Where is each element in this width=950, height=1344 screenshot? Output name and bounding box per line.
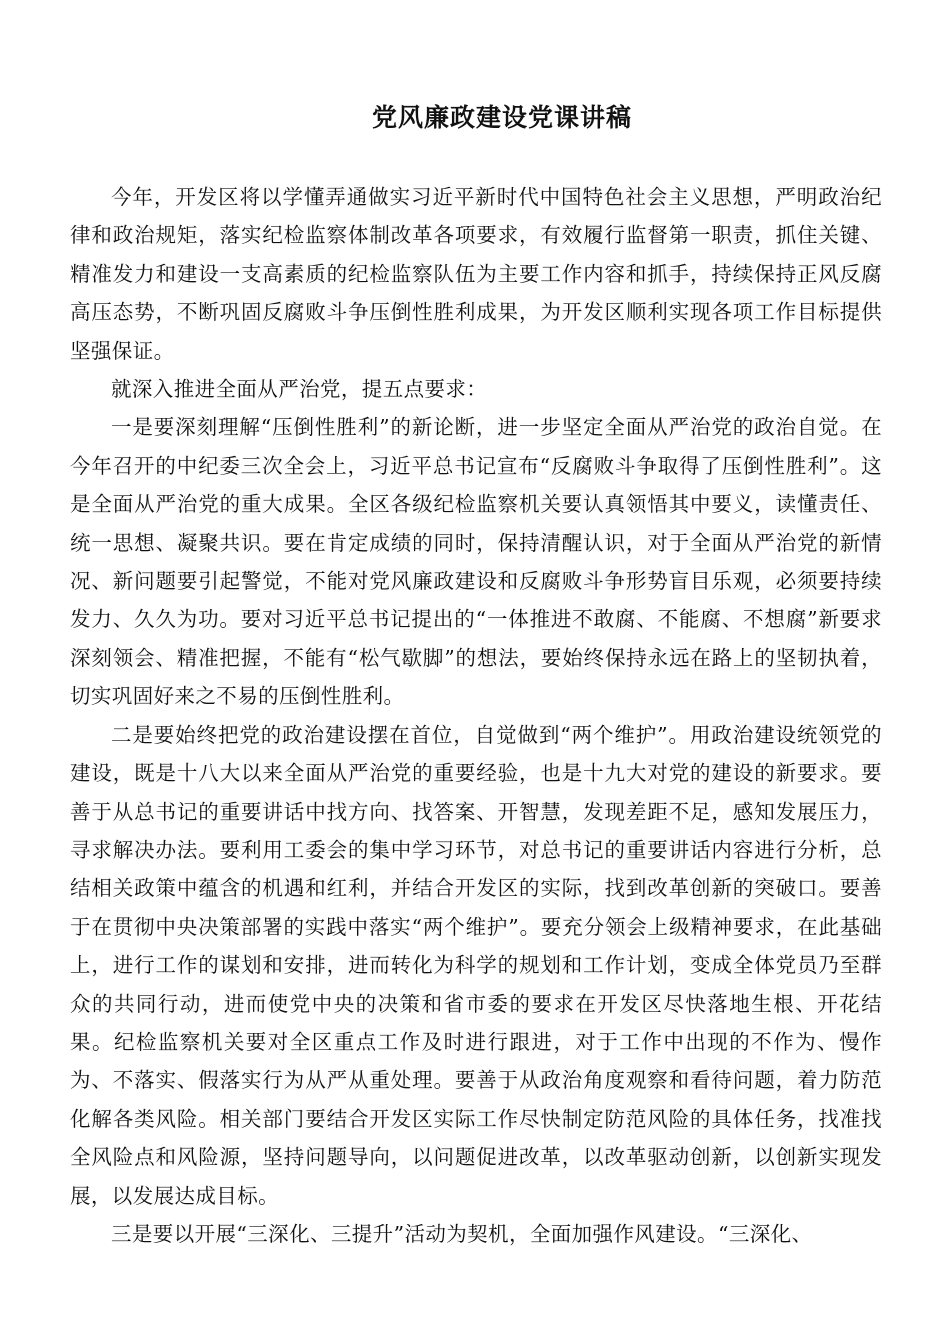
paragraph-point-two: 二是要始终把党的政治建设摆在首位，自觉做到“两个维护”。用政治建设统领党的建设，既是十八大以来全面从严治党的重要经验，也是十九大对党的建设的新要求。要善于从总书记的重要讲话中找方向、找答案、开智慧，发现差距不足，感知发展压力，寻求解决办法。要利用工委会的集中学习环节，对总书记的重要讲话内容进行分析，总结相关政策中蕴含的机遇和红利，并结合开发区的实际，找到改革创新的突破口。要善于在贯彻中央决策部署的实践中落实“两个维护”。要充分领会上级精神要求，在此基础上，进行工作的谋划和安排，进而转化为科学的规划和工作计划，变成全体党员乃至群众的共同行动，进而使党中央的决策和省市委的要求在开发区尽快落地生根、开花结果。纪检监察机关要对全区重点工作及时进行跟进，对于工作中出现的不作为、慢作为、不落实、假落实行为从严从重处理。要善于从政治角度观察和看待问题，着力防范化解各类风险。相关部门要结合开发区实际工作尽快制定防范风险的具体任务，找准找全风险点和风险源，坚持问题导向，以问题促进改革，以改革驱动创新，以创新实现发展，以发展达成目标。: [70, 722, 882, 1208]
paragraph-point-one: 一是要深刻理解“压倒性胜利”的新论断，进一步坚定全面从严治党的政治自觉。在今年召开的中纪委三次全会上，习近平总书记宣布“反腐败斗争取得了压倒性胜利”。这是全面从严治党的重大成果。全区各级纪检监察机关要认真领悟其中要义，读懂责任、统一思想、凝聚共识。要在肯定成绩的同时，保持清醒认识，对于全面从严治党的新情况、新问题要引起警觉，不能对党风廉政建设和反腐败斗争形势盲目乐观，必须要持续发力、久久为功。要对习近平总书记提出的“一体推进不敢腐、不能腐、不想腐”新要求深刻领会、精准把握，不能有“松气歇脚”的想法，要始终保持永远在路上的坚韧执着，切实巩固好来之不易的压倒性胜利。: [70, 415, 882, 709]
paragraph-intro: 今年，开发区将以学懂弄通做实习近平新时代中国特色社会主义思想，严明政治纪律和政治规矩，落实纪检监察体制改革各项要求，有效履行监督第一职责，抓住关键、精准发力和建设一支高素质的纪检监察队伍为主要工作内容和抓手，持续保持正风反腐高压态势，不断巩固反腐败斗争压倒性胜利成果，为开发区顺利实现各项工作目标提供坚强保证。: [70, 185, 882, 363]
document-body: [70, 178, 882, 1253]
paragraph-point-three: 三是要以开展“三深化、三提升”活动为契机，全面加强作风建设。“三深化、: [111, 1221, 813, 1246]
document-title: 党风廉政建设党课讲稿: [371, 103, 632, 132]
paragraph-requirements-lead: 就深入推进全面从严治党，提五点要求：: [111, 377, 488, 402]
